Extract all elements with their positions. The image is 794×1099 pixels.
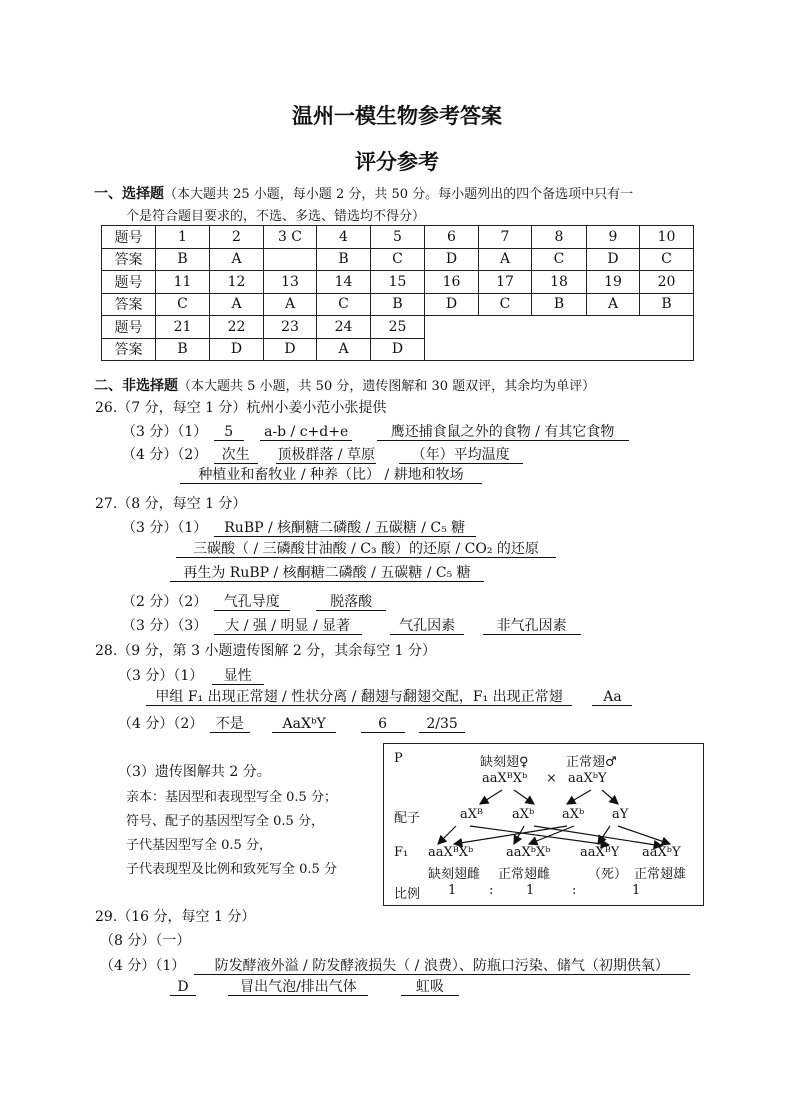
q26-answer-4: 次生 (214, 447, 258, 464)
q26-answer-7: 种植业和畜牧业 / 种养（比） / 耕地和牧场 (180, 467, 482, 484)
q27-line4 (122, 591, 386, 611)
table-cell: 8 (532, 226, 587, 249)
diagram-offspring-3: aaXᴮY (580, 845, 620, 860)
section1-note2: 个是符合题目要求的，不选、多选、错选均不得分） (126, 209, 426, 224)
table-cell: 19 (587, 271, 640, 294)
table-cell: A (264, 293, 317, 316)
q29-line1-prefix: （4 分）（1） (100, 958, 186, 974)
table-cell (264, 248, 317, 271)
q27-heading: 27.（8 分，每空 1 分） (95, 496, 247, 512)
table-cell: 17 (479, 271, 532, 294)
arrow-f-to-g2 (514, 790, 534, 804)
table-cell: 21 (156, 316, 210, 339)
table-row-header: 答案 (102, 293, 156, 316)
q26-answer-2: a-b / c+d+e (260, 424, 352, 441)
table-cell: 10 (640, 226, 694, 249)
q28-p3-line2: 符号、配子的基因型写全 0.5 分， (126, 814, 324, 829)
diagram-male-genotype: aaXᵇY (568, 771, 607, 786)
arrow-g1-o1 (438, 826, 456, 844)
q27-answer-7: 气孔因素 (390, 618, 464, 635)
table-row-header: 题号 (102, 226, 156, 249)
table-cell: A (210, 293, 264, 316)
diagram-phenotype-3: （死） (588, 867, 628, 882)
diagram-f1-label: F₁ (394, 845, 409, 860)
table-cell: 4 (317, 226, 371, 249)
diagram-arrows (384, 744, 705, 907)
table-row-header: 答案 (102, 248, 156, 271)
q26-line2 (122, 444, 523, 464)
q27-answer-5: 脱落酸 (316, 594, 386, 611)
q26-answer-1: 5 (214, 424, 244, 441)
arrow-g4-o3 (598, 826, 610, 844)
diagram-male-phenotype: 正常翅♂ (566, 755, 617, 770)
q28-p3-line4: 子代表现型及比例和致死写全 0.5 分 (126, 862, 337, 877)
table-cell: D (371, 338, 425, 361)
q29-heading: 29.（16 分，每空 1 分） (95, 909, 256, 925)
q28-answer-4: 不是 (210, 716, 250, 733)
table-cell: B (156, 338, 210, 361)
table-cell: 14 (317, 271, 371, 294)
q28-answer-3: Aa (592, 689, 632, 706)
table-cell: C (156, 293, 210, 316)
table-row (102, 316, 694, 339)
q27-answer-8: 非气孔因素 (483, 618, 581, 635)
q27-line1-prefix: （3 分）（1） (122, 520, 208, 536)
diagram-ratio-1: 1 (448, 883, 457, 898)
q29-line2 (170, 979, 459, 996)
answer-table-body (102, 226, 694, 361)
table-cell: B (371, 293, 425, 316)
table-cell: D (587, 248, 640, 271)
diagram-ratio-3: 1 (632, 883, 641, 898)
table-cell: 9 (587, 226, 640, 249)
section2-heading: 二、非选择题 (94, 378, 178, 394)
q29-answer-1: 防发酵液外溢 / 防发酵液损失（ / 浪费）、防瓶口污染、储气（初期供氧） (194, 958, 690, 975)
diagram-ratio-colon-1: : (489, 883, 494, 898)
table-row-header: 题号 (102, 316, 156, 339)
q27-answer-2: 三碳酸（ / 三磷酸甘油酸 / C₃ 酸）的还原 / CO₂ 的还原 (176, 541, 556, 558)
table-cell: C (479, 293, 532, 316)
q28-line1-prefix: （3 分）（1） (118, 668, 204, 684)
table-row (102, 248, 694, 271)
table-cell: 18 (532, 271, 587, 294)
diagram-offspring-1: aaXᴮXᵇ (428, 845, 474, 860)
table-cell: B (317, 248, 371, 271)
q28-answer-7: 2/35 (419, 716, 465, 733)
q27-line1 (122, 517, 476, 537)
table-cell: B (156, 248, 210, 271)
table-cell: 16 (425, 271, 479, 294)
table-cell: 12 (210, 271, 264, 294)
section2-line (94, 375, 595, 395)
q28-line2 (146, 689, 632, 706)
section1-note: （本大题共 25 小题，每小题 2 分，共 50 分。每小题列出的四个备选项中只有一 (164, 187, 634, 202)
diagram-offspring-4: aaXᵇY (642, 845, 681, 860)
table-cell: C (532, 248, 587, 271)
q26-answer-6: （年）平均温度 (399, 447, 523, 464)
table-cell: A (479, 248, 532, 271)
diagram-ratio-colon-2: : (572, 883, 577, 898)
q27-line5-prefix: （3 分）（3） (122, 618, 208, 634)
table-cell: A (587, 293, 640, 316)
table-cell: 25 (371, 316, 425, 339)
page-title: 温州一模生物参考答案 (292, 104, 502, 128)
table-cell: 22 (210, 316, 264, 339)
q27-answer-3: 再生为 RuBP / 核酮糖二磷酸 / 五碳糖 / C₅ 糖 (170, 565, 484, 582)
q27-line5 (122, 615, 581, 635)
q28-line1 (118, 665, 264, 685)
q27-line3 (170, 565, 484, 582)
arrow-m-to-g4 (602, 790, 618, 804)
table-cell: D (425, 293, 479, 316)
diagram-cross-symbol: × (546, 771, 557, 786)
diagram-phenotype-4: 正常翅雄 (634, 867, 687, 882)
q27-answer-6: 大 / 强 / 明显 / 显著 (214, 618, 362, 635)
q29-subheading: （8 分）（一） (100, 933, 191, 949)
q28-answer-1: 显性 (212, 668, 264, 685)
page-subtitle: 评分参考 (355, 150, 439, 174)
q28-p3-line1: 亲本：基因型和表现型写全 0.5 分； (126, 790, 337, 805)
diagram-ratio-label: 比例 (394, 887, 421, 902)
q26-answer-5: 顶极群落 / 草原 (277, 447, 375, 463)
q28-heading: 28.（9 分，第 3 小题遗传图解 2 分，其余每空 1 分） (95, 643, 437, 659)
table-row-header: 答案 (102, 338, 156, 361)
q28-line3 (118, 713, 465, 733)
genetic-cross-diagram (383, 743, 704, 906)
diagram-female-genotype: aaXᴮXᵇ (482, 771, 528, 786)
q28-line3-prefix: （4 分）（2） (118, 716, 204, 732)
table-row (102, 271, 694, 294)
table-cell: D (264, 338, 317, 361)
table-cell: C (640, 248, 694, 271)
q26-line3 (180, 467, 482, 484)
diagram-phenotype-1: 缺刻翅雌 (428, 867, 481, 882)
section2-note: （本大题共 5 小题，共 50 分，遗传图解和 30 题双评，其余均为单评） (178, 379, 596, 394)
table-cell: 1 (156, 226, 210, 249)
section1-heading: 一、选择题 (94, 186, 164, 202)
table-cell: 24 (317, 316, 371, 339)
q29-answer-2: D (170, 979, 196, 996)
table-cell: A (317, 338, 371, 361)
arrow-g4-o4 (618, 826, 670, 844)
table-cell: 15 (371, 271, 425, 294)
q28-p3-title: （3）遗传图解共 2 分。 (118, 764, 271, 780)
q26-heading: 26.（7 分，每空 1 分）杭州小姜小范小张提供 (95, 400, 387, 416)
q28-answer-5: AaXᵇY (272, 716, 336, 733)
q26-line1 (122, 421, 629, 441)
diagram-gamete-1: aXᴮ (460, 807, 484, 822)
table-cell: B (532, 293, 587, 316)
diagram-gamete-label: 配子 (394, 811, 421, 826)
q29-line1 (100, 955, 690, 975)
q27-line2 (176, 541, 556, 558)
q28-answer-2: 甲组 F₁ 出现正常翅 / 性状分离 / 翻翅与翻翅交配，F₁ 出现正常翅 (146, 689, 572, 706)
table-cell: A (210, 248, 264, 271)
table-cell: D (210, 338, 264, 361)
arrow-m-to-g3 (567, 790, 591, 804)
table-cell: 20 (640, 271, 694, 294)
q29-answer-4: 虹吸 (401, 979, 459, 996)
table-cell: 23 (264, 316, 317, 339)
table-cell: B (640, 293, 694, 316)
q29-answer-3: 冒出气泡/排出气体 (228, 979, 368, 996)
table-cell: 2 (210, 226, 264, 249)
q27-answer-1: RuBP / 核酮糖二磷酸 / 五碳糖 / C₅ 糖 (214, 520, 476, 537)
diagram-phenotype-2: 正常翅雌 (498, 867, 551, 882)
diagram-offspring-2: aaXᵇXᵇ (506, 845, 551, 860)
table-row (102, 293, 694, 316)
diagram-female-phenotype: 缺刻翅♀ (480, 755, 529, 770)
diagram-gamete-4: aY (612, 807, 629, 822)
arrow-g2-o2 (514, 826, 524, 844)
q26-line1-prefix: （3 分）（1） (122, 424, 208, 440)
diagram-gamete-2: aXᵇ (512, 807, 535, 822)
q26-answer-3: 鹰还捕食鼠之外的食物 / 有其它食物 (377, 424, 629, 441)
table-cell: 3 C (264, 226, 317, 249)
q28-answer-6: 6 (361, 716, 405, 733)
q26-line2-prefix: （4 分）（2） (122, 447, 208, 463)
table-cell: C (317, 293, 371, 316)
table-cell: 6 (425, 226, 479, 249)
table-cell: 5 (371, 226, 425, 249)
table-cell: D (425, 248, 479, 271)
arrow-f-to-g1 (480, 790, 502, 804)
q28-p3-line3: 子代基因型写全 0.5 分， (126, 838, 272, 853)
diagram-gamete-3: aXᵇ (562, 807, 585, 822)
table-cell: C (371, 248, 425, 271)
table-cell: 13 (264, 271, 317, 294)
table-row (102, 226, 694, 249)
answer-table (101, 225, 694, 361)
table-row-header: 题号 (102, 271, 156, 294)
arrow-g1-o3 (470, 826, 609, 845)
q27-line4-prefix: （2 分）（2） (122, 594, 208, 610)
diagram-parent-label: P (394, 751, 403, 766)
table-cell: 11 (156, 271, 210, 294)
section1-line1 (94, 183, 633, 203)
q27-answer-4: 气孔导度 (214, 594, 290, 611)
table-cell: 7 (479, 226, 532, 249)
diagram-ratio-2: 1 (526, 883, 535, 898)
table-empty-block (425, 316, 694, 361)
